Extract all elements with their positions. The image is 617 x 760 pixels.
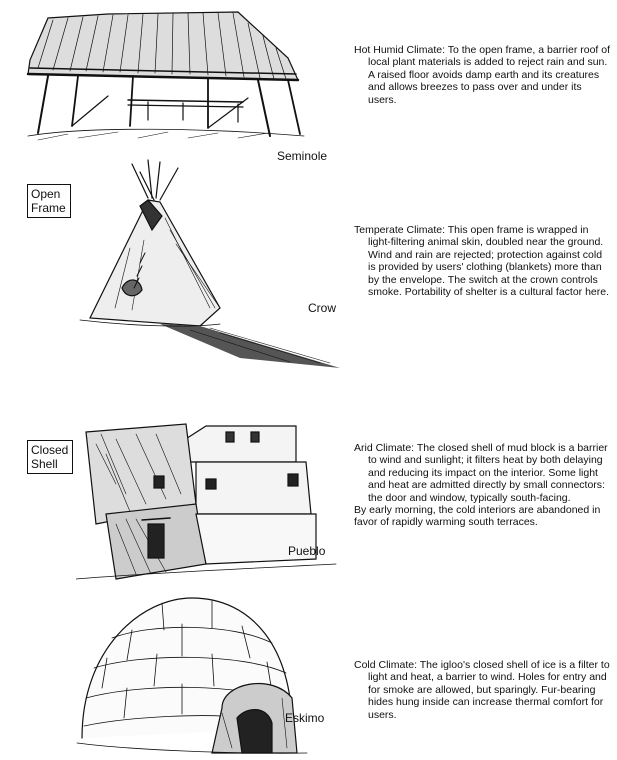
open-frame-label: Open Frame <box>27 184 71 218</box>
eskimo-igloo-sketch <box>72 588 312 758</box>
thatched-platform-hut-illustration <box>8 8 308 148</box>
seminole-description <box>354 44 612 106</box>
seminole-caption: Seminole <box>277 149 328 163</box>
eskimo-description <box>354 659 612 721</box>
igloo-illustration <box>72 588 312 758</box>
description-paragraph: By early morning, the cold interiors are abandoned in favor of rapidly warming south terraces. <box>354 504 601 529</box>
description-paragraph: Hot Humid Climate: To the open frame, a barrier roof of local plant materials is added to reject rain and sun. A raised floor avoids damp earth and its creatures and allows breezes to pass over and under its users. <box>354 44 611 106</box>
description-paragraph: Arid Climate: The closed shell of mud block is a barrier to wind and sunlight; it filters heat by both delaying and reducing its impact on the interior. Some light and heat are admitted directly by small connectors: the door and window, typically south-facing. <box>354 442 608 504</box>
adobe-pueblo-illustration <box>76 414 346 584</box>
eskimo-caption: Eskimo <box>285 711 325 725</box>
crow-caption: Crow <box>308 301 337 315</box>
tipi-illustration <box>70 158 350 368</box>
closed-shell-label: Closed Shell <box>27 440 73 474</box>
description-paragraph: Cold Climate: The igloo's closed shell of ice is a filter to light and heat, a barrier to wind. Holes for entry and for smoke are allowed, but sparingly. Fur-bearing hides hung inside can increase thermal comfort for users. <box>354 659 610 721</box>
pueblo-description <box>354 442 612 529</box>
description-paragraph: Temperate Climate: This open frame is wrapped in light-filtering animal skin, doubled near the ground. Wind and rain are rejected; protection against cold is provided by users' clothing (blankets) more than by the envelope. The switch at the crown controls smoke. Portability of shelter is a cultural factor here. <box>354 224 610 299</box>
seminole-hut-sketch <box>8 8 308 148</box>
pueblo-sketch <box>76 414 346 584</box>
crow-tipi-sketch <box>70 158 350 368</box>
crow-description <box>354 224 612 298</box>
pueblo-caption: Pueblo <box>288 544 326 558</box>
